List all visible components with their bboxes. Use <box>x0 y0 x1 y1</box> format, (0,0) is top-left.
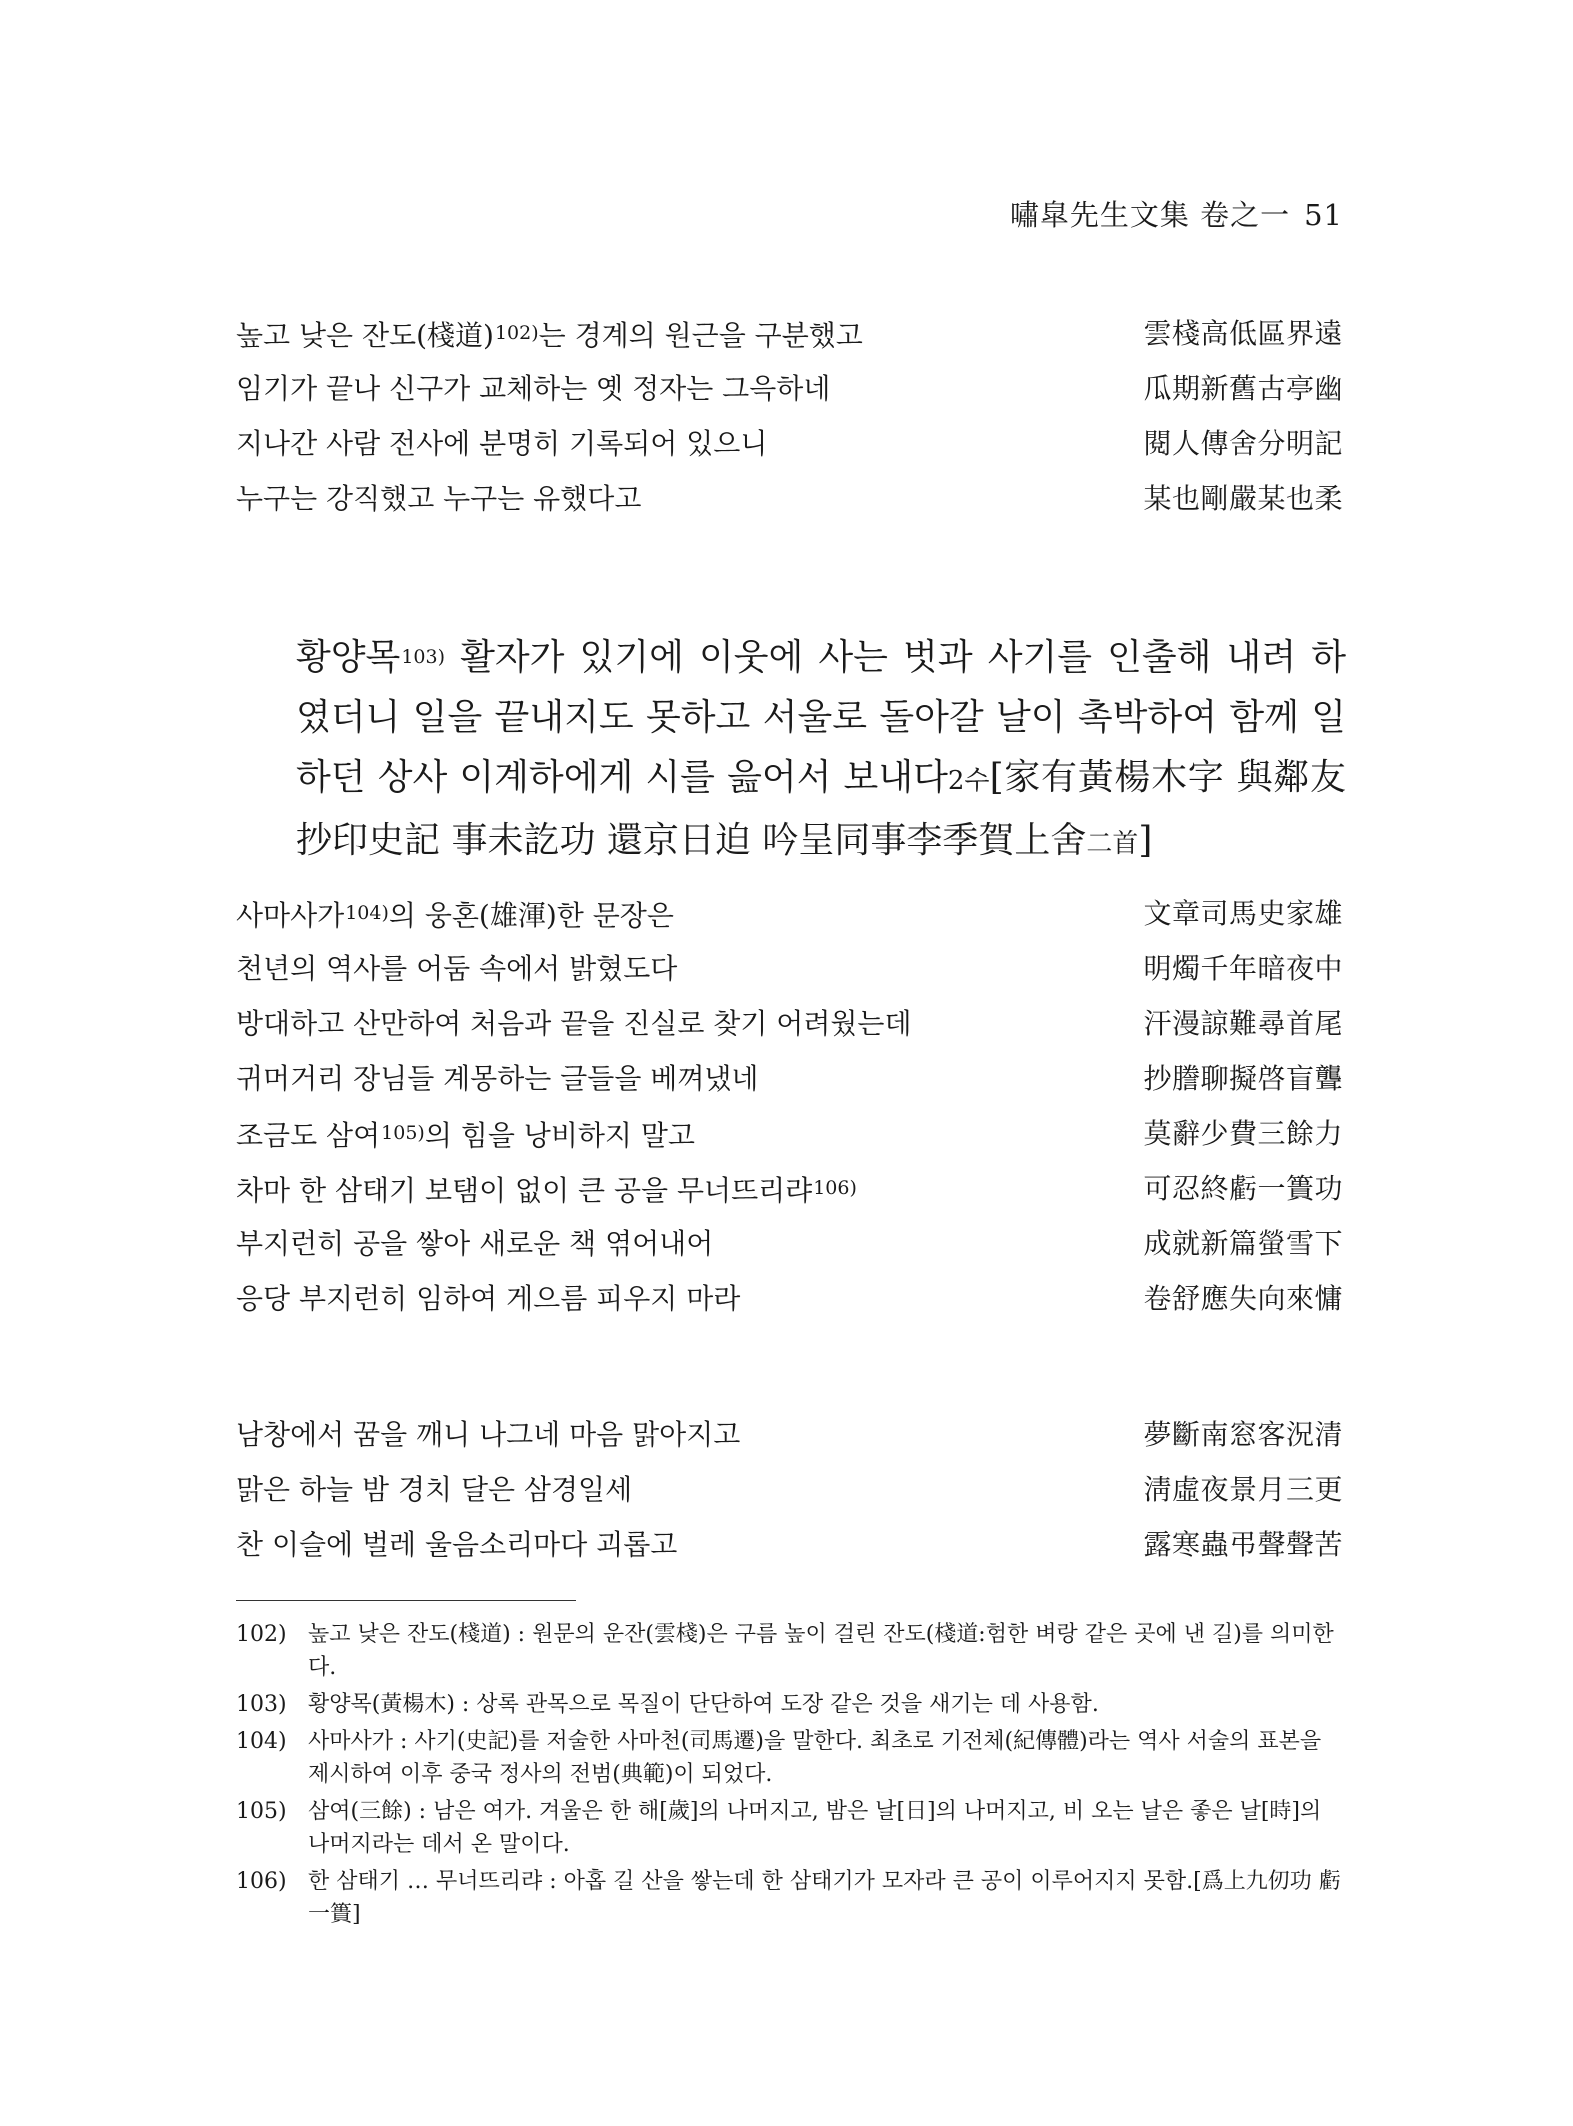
poem-line <box>236 941 1343 996</box>
title-korean: 황양목 <box>296 637 401 678</box>
poem-line <box>236 1517 1343 1572</box>
poem-2 <box>236 886 1343 1326</box>
korean-verse: 맑은 하늘 밤 경치 달은 삼경일세 <box>236 1473 633 1506</box>
hanja-verse: 卷舒應失向來慵 <box>1143 1282 1343 1315</box>
korean-verse-cont: 의 힘을 낭비하지 말고 <box>424 1119 695 1152</box>
footnote-text: 황양목(黃楊木) : 상록 관목으로 목질이 단단하여 도장 같은 것을 새기는 데 사용함. <box>308 1692 1099 1717</box>
title-hanja: [家有黃楊木字 與鄰友抄印史記 事未訖功 還京日迫 吟呈同事李季賀上舍 <box>296 757 1346 861</box>
poem-line <box>236 1051 1343 1106</box>
page-number: 51 <box>1304 198 1343 232</box>
footnote-text: 삼여(三餘) : 남은 여가. 겨울은 한 해[歲]의 나머지고, 밤은 날[日]의 나머지고, 비 오는 날은 좋은 날[時]의 나머지라는 데서 온 말이다. <box>308 1799 1322 1857</box>
footnote-number: 104) <box>236 1729 287 1754</box>
korean-verse: 임기가 끝나 신구가 교체하는 옛 정자는 그윽하네 <box>236 372 831 405</box>
poem-line <box>236 1407 1343 1462</box>
korean-verse: 귀머거리 장님들 계몽하는 글들을 베껴냈네 <box>236 1062 759 1095</box>
title-hanja-small: 二首 <box>1086 829 1139 859</box>
footnote-number: 105) <box>236 1799 287 1824</box>
hanja-verse: 可忍終虧一簣功 <box>1143 1172 1343 1205</box>
footnote-ref[interactable]: 106) <box>813 1177 857 1199</box>
korean-verse: 사마사가 <box>236 899 345 932</box>
hanja-verse: 淸虛夜景月三更 <box>1143 1473 1343 1506</box>
poem-line <box>236 1462 1343 1517</box>
korean-verse: 응당 부지런히 임하여 게으름 피우지 마라 <box>236 1282 741 1315</box>
hanja-verse: 閱人傳舍分明記 <box>1143 427 1343 460</box>
korean-verse: 방대하고 산만하여 처음과 끝을 진실로 찾기 어려웠는데 <box>236 1007 912 1040</box>
footnote-ref[interactable]: 104) <box>345 902 389 924</box>
poem-line <box>236 416 1343 471</box>
footnote <box>236 1725 1343 1791</box>
footnote-divider <box>236 1600 576 1601</box>
footnote-number: 106) <box>236 1869 287 1894</box>
footnote-number: 103) <box>236 1692 287 1717</box>
footnote-text: 높고 낮은 잔도(棧道) : 원문의 운잔(雲棧)은 구름 높이 걸린 잔도(棧道:험한 벼랑 같은 곳에 낸 길)를 의미한다. <box>308 1622 1334 1680</box>
korean-verse: 남창에서 꿈을 깨니 나그네 마음 맑아지고 <box>236 1418 741 1451</box>
poem-line <box>236 471 1343 526</box>
footnote <box>236 1865 1343 1931</box>
hanja-verse: 汗漫諒難尋首尾 <box>1143 1007 1343 1040</box>
korean-verse: 높고 낮은 잔도(棧道) <box>236 319 494 352</box>
hanja-verse: 抄謄聊擬啓盲聾 <box>1143 1062 1343 1095</box>
hanja-verse: 露寒蟲弔聲聲苦 <box>1143 1528 1343 1561</box>
hanja-verse: 明燭千年暗夜中 <box>1143 952 1343 985</box>
korean-verse: 차마 한 삼태기 보탬이 없이 큰 공을 무너뜨리랴 <box>236 1174 813 1207</box>
korean-verse: 지나간 사람 전사에 분명히 기록되어 있으니 <box>236 427 768 460</box>
footnote-text: 한 삼태기 … 무너뜨리랴 : 아홉 길 산을 쌓는데 한 삼태기가 모자라 큰 공이 이루어지지 못함.[爲上九仞功 虧一簣] <box>308 1869 1341 1927</box>
poem-line <box>236 1271 1343 1326</box>
hanja-verse: 某也剛嚴某也柔 <box>1143 482 1343 515</box>
book-title: 嘯皐先生文集 卷之一 <box>1009 198 1291 232</box>
running-header <box>1010 193 1343 234</box>
korean-verse-cont: 의 웅혼(雄渾)한 문장은 <box>388 899 674 932</box>
hanja-verse: 雲棧高低區界遠 <box>1143 317 1343 350</box>
poem-line <box>236 361 1343 416</box>
poem-line <box>236 1106 1343 1161</box>
title-korean-cont: 활자가 있기에 이웃에 사는 벗과 사기를 인출해 내려 하였더니 일을 끝내지도 못하고 서울로 돌아갈 날이 촉박하여 함께 일하던 상사 이계하에게 시를 읊어서 보내다 <box>296 637 1346 798</box>
footnote-text: 사마사가 : 사기(史記)를 저술한 사마천(司馬遷)을 말한다. 최초로 기전체(紀傳體)라는 역사 서술의 표본을 제시하여 이후 중국 정사의 전범(典範)이 되었다. <box>308 1729 1322 1787</box>
poem-title <box>296 627 1346 874</box>
footnote <box>236 1618 1343 1684</box>
korean-verse: 천년의 역사를 어둠 속에서 밝혔도다 <box>236 952 678 985</box>
hanja-verse: 成就新篇螢雪下 <box>1143 1227 1343 1260</box>
footnote-number: 102) <box>236 1622 287 1647</box>
korean-verse: 누구는 강직했고 누구는 유했다고 <box>236 482 642 515</box>
footnote-ref[interactable]: 105) <box>381 1122 425 1144</box>
poem-line <box>236 306 1343 361</box>
footnote-ref[interactable]: 102) <box>494 322 539 344</box>
poem-line <box>236 1216 1343 1271</box>
hanja-verse: 瓜期新舊古亭幽 <box>1143 372 1343 405</box>
footnote <box>236 1795 1343 1861</box>
poem-count: 2수 <box>947 766 990 796</box>
hanja-verse: 文章司馬史家雄 <box>1143 897 1343 930</box>
poem-line <box>236 996 1343 1051</box>
footnotes <box>236 1618 1343 1935</box>
poem-line <box>236 886 1343 941</box>
footnote <box>236 1688 1343 1721</box>
korean-verse: 부지런히 공을 쌓아 새로운 책 엮어내어 <box>236 1227 714 1260</box>
title-hanja-end: ] <box>1138 820 1153 861</box>
footnote-ref[interactable]: 103) <box>401 646 446 668</box>
poem-3 <box>236 1407 1343 1572</box>
korean-verse: 찬 이슬에 벌레 울음소리마다 괴롭고 <box>236 1528 678 1561</box>
korean-verse-cont: 는 경계의 원근을 구분했고 <box>538 319 863 352</box>
korean-verse: 조금도 삼여 <box>236 1119 381 1152</box>
hanja-verse: 夢斷南窓客況清 <box>1143 1418 1343 1451</box>
poem-1 <box>236 306 1343 526</box>
hanja-verse: 莫辭少費三餘力 <box>1143 1117 1343 1150</box>
poem-line <box>236 1161 1343 1216</box>
